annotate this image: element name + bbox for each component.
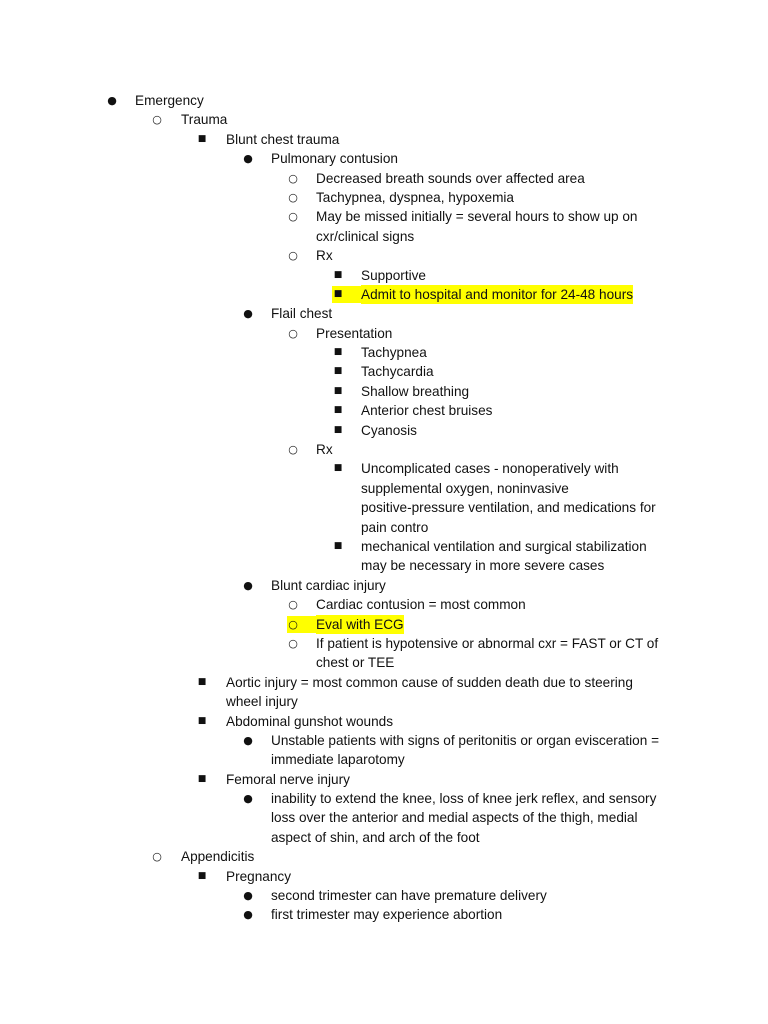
- bullet-icon: ■: [333, 405, 343, 416]
- list-item: [0, 91, 768, 110]
- list-item-text: Blunt cardiac injury: [271, 577, 386, 593]
- highlighted-item-text: Admit to hospital and monitor for 24-48 hours: [361, 285, 633, 304]
- list-item-text: Pulmonary contusion: [271, 151, 398, 167]
- list-item: [0, 362, 768, 381]
- bullet-icon: ○: [288, 617, 298, 631]
- list-item-text: Tachypnea: [361, 345, 427, 361]
- list-item: [0, 382, 768, 401]
- list-item-text: Rx: [316, 442, 333, 458]
- list-item: [0, 149, 768, 168]
- bullet-icon: ■: [197, 715, 207, 726]
- list-item-continuation: [0, 750, 768, 769]
- list-item-text: immediate laparotomy: [271, 752, 405, 768]
- list-item-text: Cyanosis: [361, 422, 417, 438]
- list-item-continuation: [0, 498, 768, 517]
- list-item-text: Tachypnea, dyspnea, hypoxemia: [316, 189, 514, 205]
- bullet-icon: ■: [333, 385, 343, 396]
- list-item: [0, 459, 768, 478]
- bullet-icon: ■: [197, 133, 207, 144]
- bullet-icon: ■: [333, 288, 343, 299]
- list-item: [0, 867, 768, 886]
- list-item-text: inability to extend the knee, loss of knee jerk reflex, and sensory: [271, 791, 657, 807]
- list-item-text: Tachycardia: [361, 364, 434, 380]
- bullet-icon: ○: [288, 210, 298, 224]
- list-item: [0, 421, 768, 440]
- bullet-icon: ●: [243, 578, 253, 592]
- list-item: [0, 789, 768, 808]
- bullet-icon: ■: [333, 366, 343, 377]
- list-item-text: second trimester can have premature delivery: [271, 888, 547, 904]
- list-item: [0, 266, 768, 285]
- list-item: [0, 110, 768, 129]
- list-item-text: mechanical ventilation and surgical stabilization: [361, 538, 647, 554]
- list-item: [0, 712, 768, 731]
- list-item-text: Supportive: [361, 267, 426, 283]
- bullet-icon: ■: [197, 773, 207, 784]
- list-item-text: Rx: [316, 248, 333, 264]
- list-item: [0, 324, 768, 343]
- list-item: [0, 188, 768, 207]
- list-item-continuation: [0, 653, 768, 672]
- list-item-text: Uncomplicated cases - nonoperatively with: [361, 461, 619, 477]
- document-outline: [0, 91, 768, 925]
- list-item: [0, 615, 768, 634]
- list-item-text: Aortic injury = most common cause of sudden death due to steering: [226, 674, 633, 690]
- list-item-text: Trauma: [181, 112, 228, 128]
- bullet-icon: ●: [107, 94, 117, 107]
- list-item-continuation: [0, 479, 768, 498]
- bullet-icon: ○: [288, 443, 298, 457]
- list-item-text: Emergency: [135, 93, 204, 108]
- highlighted-item-text: Eval with ECG: [316, 615, 404, 634]
- list-item: [0, 169, 768, 188]
- list-item: [0, 207, 768, 226]
- list-item-text: Femoral nerve injury: [226, 771, 350, 787]
- bullet-icon: ■: [333, 269, 343, 280]
- list-item: [0, 886, 768, 905]
- list-item-text: positive-pressure ventilation, and medications for: [361, 500, 656, 516]
- list-item: [0, 673, 768, 692]
- list-item-text: Presentation: [316, 325, 393, 341]
- list-item: [0, 343, 768, 362]
- list-item-text: If patient is hypotensive or abnormal cxr = FAST or CT of: [316, 635, 659, 651]
- list-item-continuation: [0, 227, 768, 246]
- list-item-continuation: [0, 518, 768, 537]
- bullet-icon: ○: [152, 113, 162, 127]
- bullet-icon: ●: [243, 152, 253, 166]
- bullet-icon: ■: [197, 676, 207, 687]
- list-item-text: first trimester may experience abortion: [271, 907, 503, 923]
- list-item-continuation: [0, 828, 768, 847]
- bullet-icon: ○: [288, 326, 298, 340]
- list-item-text: Appendicitis: [181, 849, 255, 865]
- list-item: [0, 595, 768, 614]
- list-item: [0, 731, 768, 750]
- list-item: [0, 304, 768, 323]
- bullet-icon: ■: [333, 540, 343, 551]
- bullet-icon: ○: [288, 171, 298, 185]
- list-item-text: Flail chest: [271, 306, 333, 322]
- bullet-icon: ■: [333, 424, 343, 435]
- list-item-text: pain contro: [361, 519, 429, 535]
- list-item: [0, 130, 768, 149]
- list-item-text: Decreased breath sounds over affected area: [316, 170, 585, 186]
- list-item-text: Abdominal gunshot wounds: [226, 713, 394, 729]
- list-item-text: may be necessary in more severe cases: [361, 558, 605, 574]
- list-item: [0, 770, 768, 789]
- list-item-text: wheel injury: [226, 694, 298, 710]
- bullet-icon: ●: [243, 908, 253, 922]
- list-item: [0, 285, 768, 304]
- list-item: [0, 847, 768, 866]
- bullet-icon: ●: [243, 307, 253, 321]
- bullet-icon: ●: [243, 733, 253, 747]
- bullet-icon: ●: [243, 889, 253, 903]
- bullet-icon: ○: [288, 598, 298, 612]
- list-item-continuation: [0, 556, 768, 575]
- list-item: [0, 440, 768, 459]
- list-item-text: supplemental oxygen, noninvasive: [361, 480, 569, 496]
- list-item-text: loss over the anterior and medial aspects of the thigh, medial: [271, 810, 638, 826]
- list-item-text: Pregnancy: [226, 868, 291, 884]
- list-item-text: May be missed initially = several hours to show up on: [316, 209, 638, 225]
- list-item-text: cxr/clinical signs: [316, 228, 415, 244]
- list-item-text: Anterior chest bruises: [361, 403, 493, 419]
- bullet-icon: ■: [333, 463, 343, 474]
- bullet-icon: ○: [288, 190, 298, 204]
- list-item: [0, 537, 768, 556]
- list-item-text: Unstable patients with signs of peritonitis or organ evisceration =: [271, 732, 660, 748]
- list-item: [0, 576, 768, 595]
- list-item-text: Shallow breathing: [361, 383, 470, 399]
- list-item: [0, 401, 768, 420]
- list-item-continuation: [0, 808, 768, 827]
- list-item: [0, 634, 768, 653]
- list-item: [0, 246, 768, 265]
- bullet-icon: ■: [197, 870, 207, 881]
- bullet-icon: ○: [288, 249, 298, 263]
- bullet-icon: ■: [333, 347, 343, 358]
- bullet-icon: ○: [152, 850, 162, 864]
- list-item-text: Blunt chest trauma: [226, 131, 340, 147]
- list-item-continuation: [0, 692, 768, 711]
- bullet-icon: ●: [243, 792, 253, 806]
- bullet-icon: ○: [288, 636, 298, 650]
- list-item-text: Cardiac contusion = most common: [316, 597, 526, 613]
- list-item-text: chest or TEE: [316, 655, 395, 671]
- list-item: [0, 905, 768, 924]
- list-item-text: aspect of shin, and arch of the foot: [271, 829, 480, 845]
